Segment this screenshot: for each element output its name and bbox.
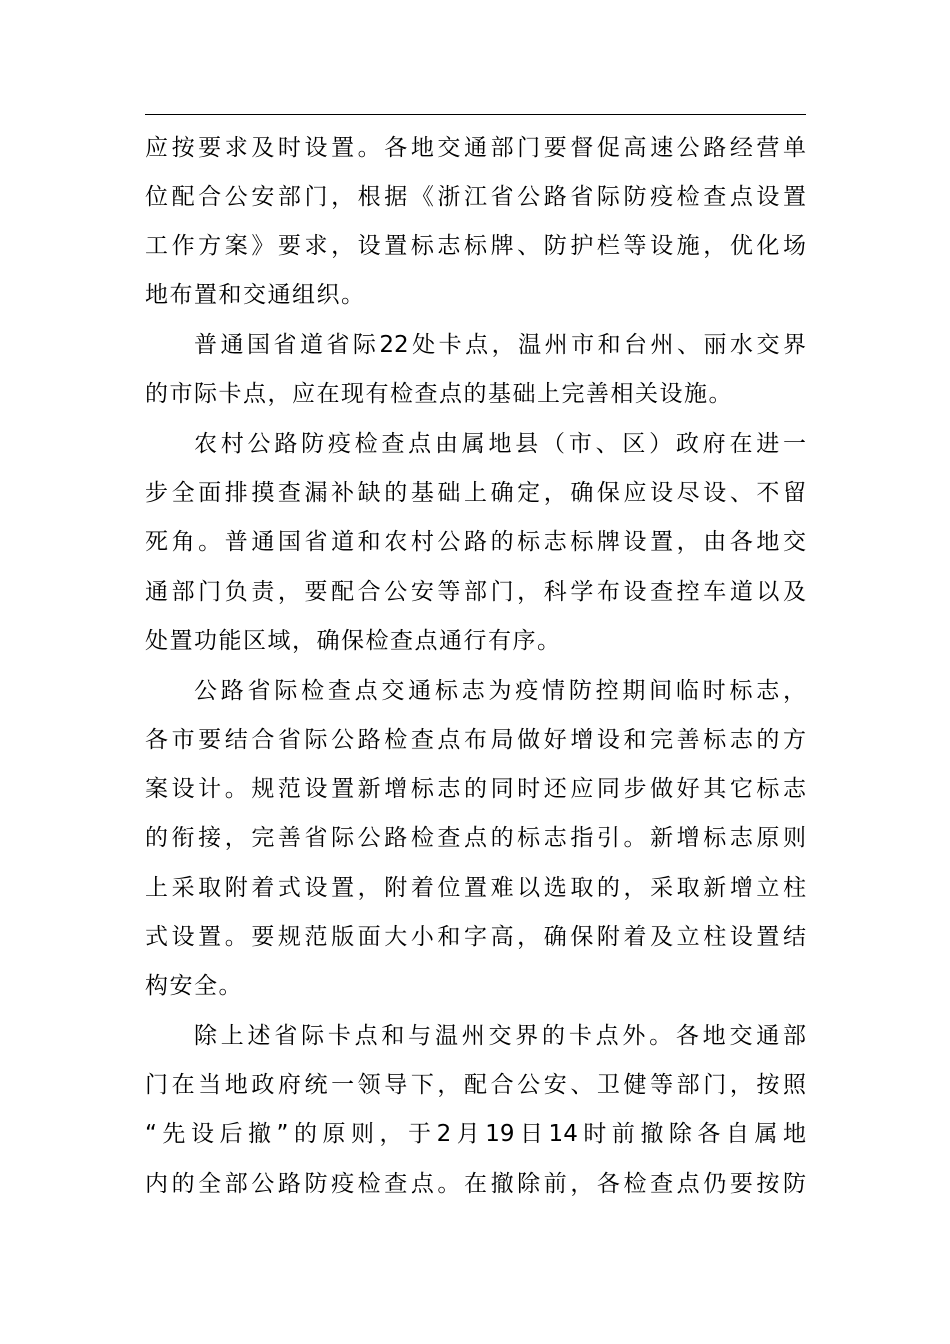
text-line: 处置功能区域，确保检查点通行有序。 xyxy=(145,628,562,654)
text-line: 死角。普通国省道和农村公路的标志标牌设置，由各地交 xyxy=(145,529,806,555)
header-rule xyxy=(145,114,806,115)
text-line: 上采取附着式设置，附着位置难以选取的，采取新增立柱 xyxy=(145,875,806,901)
text-line: 普通国省道省际22处卡点，温州市和台州、丽水交界 xyxy=(194,332,806,358)
text-line: 农村公路防疫检查点由属地县（市、区）政府在进一 xyxy=(194,431,806,457)
text-line: 通部门负责，要配合公安等部门，科学布设查控车道以及 xyxy=(145,579,806,605)
text-line: 公路省际检查点交通标志为疫情防控期间临时标志， xyxy=(194,678,806,704)
text-line: 地布置和交通组织。 xyxy=(145,282,366,308)
text-line: 门在当地政府统一领导下，配合公安、卫健等部门，按照 xyxy=(145,1072,806,1098)
text-line: 案设计。规范设置新增标志的同时还应同步做好其它标志 xyxy=(145,776,806,802)
text-line: 各市要结合省际公路检查点布局做好增设和完善标志的方 xyxy=(145,727,806,753)
text-line: 的市际卡点，应在现有检查点的基础上完善相关设施。 xyxy=(145,381,733,407)
text-line: 应按要求及时设置。各地交通部门要督促高速公路经营单 xyxy=(145,135,806,161)
text-line: 内的全部公路防疫检查点。在撤除前，各检查点仍要按防 xyxy=(145,1171,806,1197)
text-line: 位配合公安部门，根据《浙江省公路省际防疫检查点设置 xyxy=(145,184,806,210)
text-line: “先设后撤”的原则，于2月19日14时前撤除各自属地 xyxy=(145,1121,806,1147)
text-line: 步全面排摸查漏补缺的基础上确定，确保应设尽设、不留 xyxy=(145,480,806,506)
text-line: 工作方案》要求，设置标志标牌、防护栏等设施，优化场 xyxy=(145,233,806,259)
text-line: 式设置。要规范版面大小和字高，确保附着及立柱设置结 xyxy=(145,924,806,950)
text-line: 除上述省际卡点和与温州交界的卡点外。各地交通部 xyxy=(194,1023,806,1049)
text-line: 构安全。 xyxy=(145,973,243,999)
text-line: 的衔接，完善省际公路检查点的标志指引。新增标志原则 xyxy=(145,825,806,851)
